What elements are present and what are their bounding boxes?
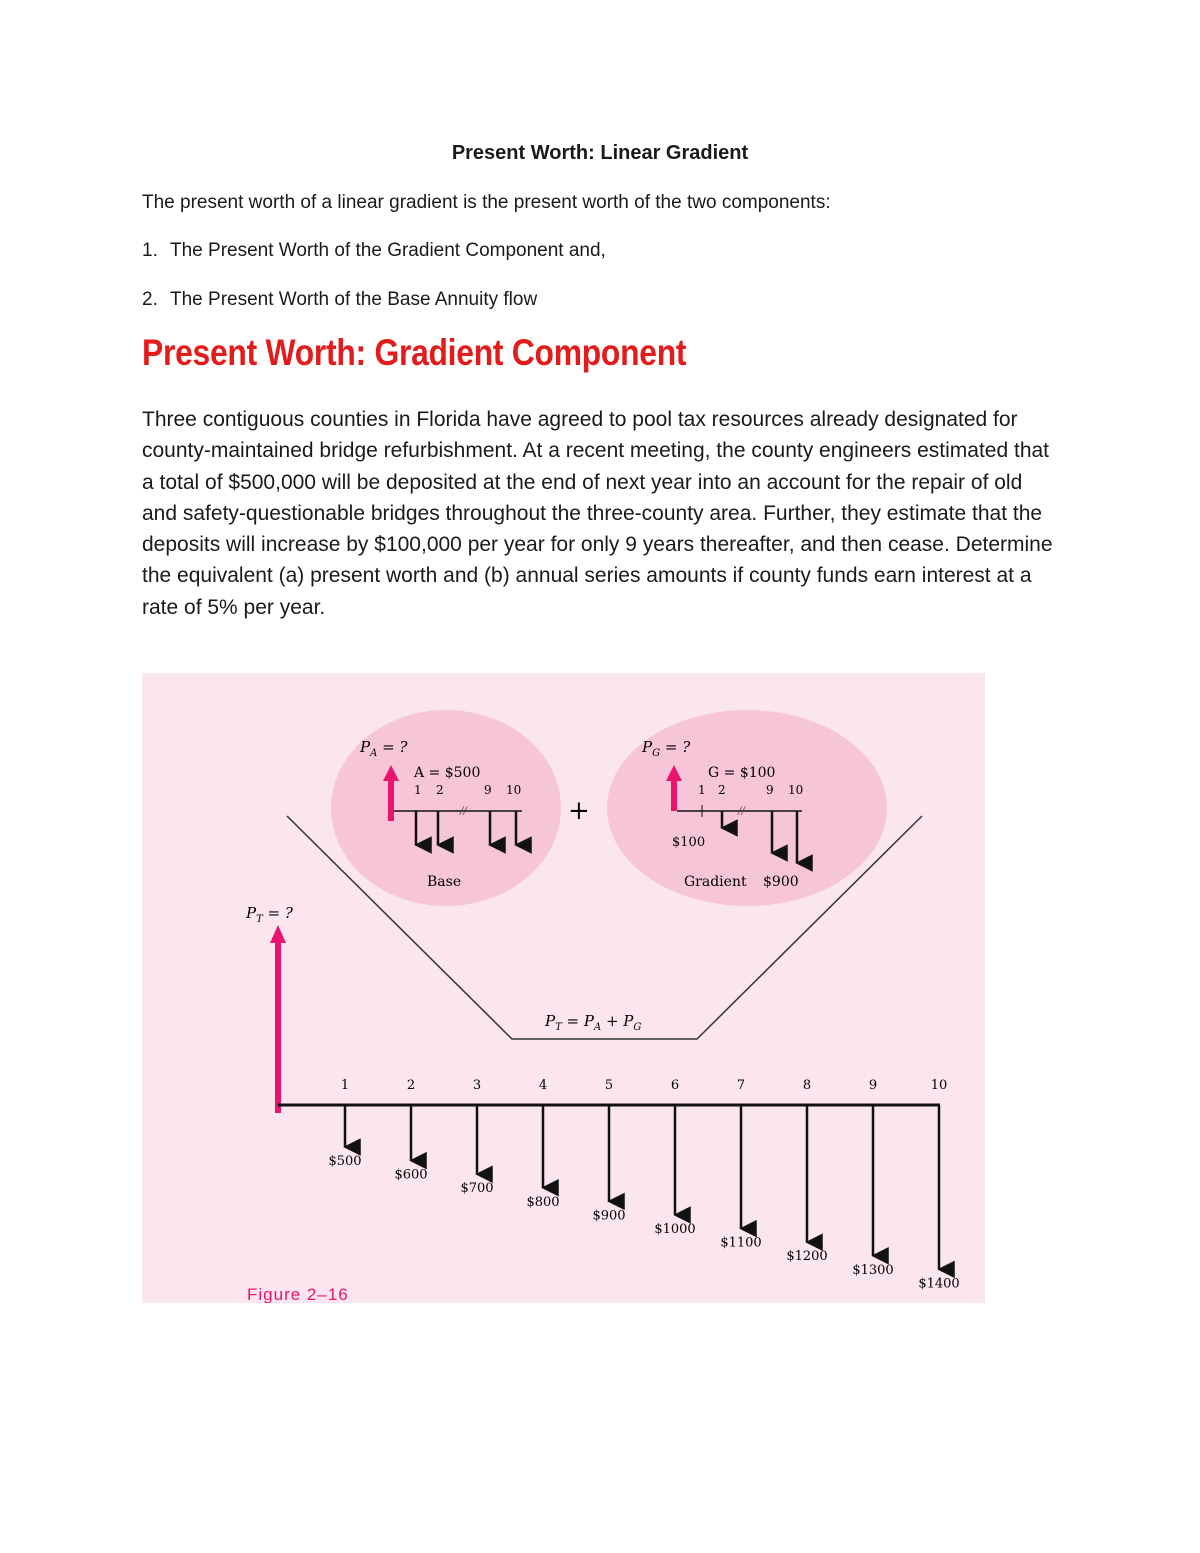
pa-arrow-shaft — [388, 781, 394, 821]
list-text: The Present Worth of the Gradient Component and, — [170, 240, 606, 261]
period-label: 7 — [736, 1078, 746, 1093]
list-number: 1. — [142, 240, 158, 261]
pg-label: $P_G$ = ? — [642, 738, 691, 759]
base-tick-9: 9 — [484, 783, 492, 797]
gradient-break-mark: // — [738, 806, 745, 817]
page-title: Present Worth: Linear Gradient — [451, 142, 749, 164]
gradient-caption: Gradient — [684, 874, 747, 890]
main-cash-flows — [328, 1078, 959, 1291]
base-break-mark: // — [460, 806, 467, 817]
amount-label: $1100 — [720, 1235, 762, 1251]
list-text: The Present Worth of the Base Annuity flow — [170, 289, 538, 310]
base-tick-10: 10 — [506, 783, 522, 797]
amount-label: $800 — [526, 1194, 560, 1210]
cash-flow-figure — [142, 673, 985, 1303]
pt-label: $P_T$ = ? — [246, 904, 293, 925]
gradient-amount-label: G = $100 — [708, 765, 776, 781]
amount-label: $1300 — [852, 1262, 894, 1278]
amount-label: $1000 — [654, 1222, 696, 1237]
amount-label: $600 — [394, 1167, 428, 1183]
amount-label: $500 — [328, 1154, 362, 1169]
intro-paragraph: The present worth of a linear gradient is the present worth of the two components: — [142, 192, 831, 213]
period-label: 5 — [604, 1078, 614, 1093]
list-number: 2. — [142, 289, 158, 310]
pa-label: $P_A$ = ? — [360, 738, 408, 759]
amount-label: $1400 — [918, 1276, 960, 1292]
annuity-label: A = $500 — [414, 765, 481, 781]
equation: $P_T = P_A + P_G$ — [545, 1012, 642, 1033]
pt-arrow-icon — [270, 925, 286, 943]
gradient-last-amount: $900 — [763, 874, 799, 890]
period-label: 6 — [670, 1078, 680, 1093]
period-label: 8 — [802, 1078, 812, 1093]
period-label: 4 — [538, 1078, 548, 1093]
section-heading: Present Worth: Gradient Component — [142, 332, 687, 373]
amount-label: $1200 — [786, 1249, 828, 1265]
gradient-tick-10: 10 — [788, 783, 804, 797]
period-label: 9 — [868, 1078, 878, 1093]
pt-arrow-shaft — [275, 941, 281, 1113]
base-caption: Base — [427, 874, 462, 890]
cash-flow-diagram — [142, 673, 985, 1303]
pg-arrow-shaft — [671, 781, 677, 811]
period-label: 2 — [406, 1078, 416, 1093]
amount-label: $700 — [460, 1181, 494, 1197]
problem-paragraph: Three contiguous counties in Florida have agreed to pool tax resources already designated for county-maintained bridge refurbishment. At a recent meeting, the county engineers estimated that a total of $500,000 will be deposited at the end of next year into an account for the repair of old and safety-questionable bridges throughout the three-county area. Further, they estimate that the deposits will increase by $100,000 per year for only 9 years thereafter, and then cease. Determine the equivalent (a) present worth and (b) annual series amounts if county funds earn interest at a rate of 5% per year. — [142, 408, 1053, 619]
gradient-tick-2: 2 — [718, 783, 726, 797]
amount-label: $900 — [592, 1208, 626, 1224]
base-tick-1: 1 — [414, 783, 422, 797]
gradient-tick-9: 9 — [766, 783, 774, 797]
period-label: 10 — [930, 1078, 948, 1093]
base-tick-2: 2 — [436, 783, 444, 797]
figure-caption: Figure 2–16 — [247, 1285, 349, 1303]
list-item — [142, 240, 606, 262]
gradient-first-amount: $100 — [672, 835, 706, 850]
gradient-tick-1: 1 — [698, 783, 706, 797]
list-item — [142, 289, 537, 311]
period-label: 3 — [472, 1078, 482, 1093]
plus-sign: + — [568, 796, 590, 826]
period-label: 1 — [340, 1078, 350, 1093]
